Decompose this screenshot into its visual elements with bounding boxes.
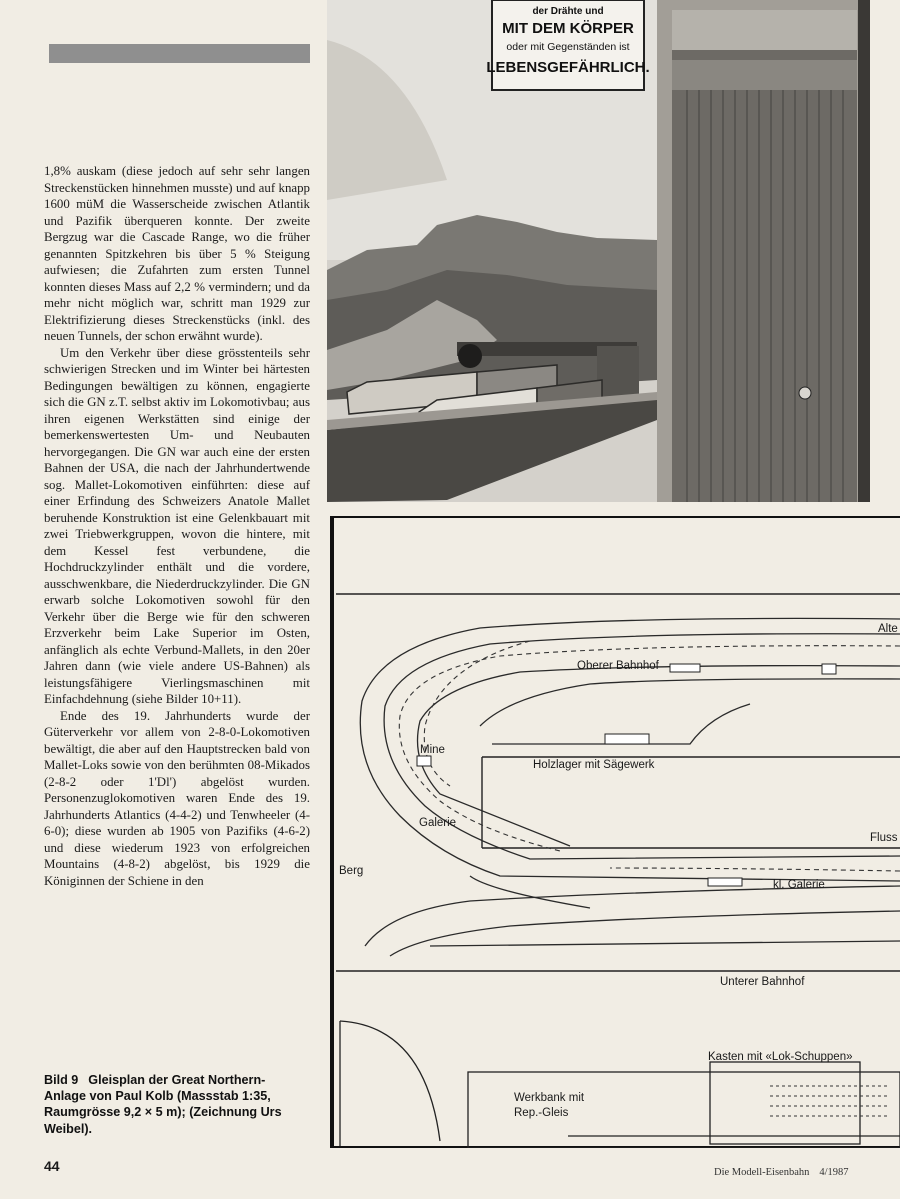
layout-photo: [327, 0, 870, 502]
footer-issue: 4/1987: [819, 1167, 849, 1178]
label-kasten: Kasten mit «Lok-Schuppen»: [708, 1051, 853, 1063]
caption-label: Bild 9: [44, 1073, 79, 1087]
label-unterer-bahnhof: Unterer Bahnhof: [720, 976, 805, 988]
sign-line-3: oder mit Gegenständen ist: [506, 41, 630, 53]
article-column: [44, 163, 310, 889]
sign-line-1: der Drähte und: [532, 6, 604, 17]
track-plan: [330, 516, 900, 1148]
caption-text: Gleisplan der Great Northern-Anlage von Paul Kolb (Massstab 1:35, Raumgrösse 9,2 × 5 m); (Zeichnung Urs Weibel).: [44, 1073, 282, 1136]
figure-caption: [44, 1072, 284, 1137]
page-number: 44: [44, 1158, 60, 1174]
sign-line-4: LEBENSGEFÄHRLICH.: [486, 59, 650, 76]
label-oberer-bahnhof: Oberer Bahnhof: [577, 660, 659, 672]
label-werkbank: Werkbank mit: [514, 1092, 585, 1104]
label-holzlager: Holzlager mit Sägewerk: [533, 759, 655, 771]
label-kl-galerie: kl. Galerie: [773, 879, 825, 891]
layout-photo-drawing: [327, 0, 870, 502]
section-bar: [49, 44, 310, 63]
label-galerie: Galerie: [419, 817, 457, 829]
article-paragraph-1: 1,8% auskam (diese jedoch auf sehr sehr langen Streckenstücken hinnehmen musste) und auf knapp 1600 müM die Wasserscheide zwischen Atlantik und Pazifik überqueren konnte. Der zweite Bergzug war die Cascade Range, wo die früher genannten Spitzkehren bis über 5 % Steigung aufwiesen; die Zufahrten zum ersten Tunnel konnten dieses Mass auf 2,2 % vermindern; und da mehr nicht möglich war, schritt man 1929 zur Elektrifizierung dieses Streckenstücks (inkl. des neuen Tunnels, der schon erwähnt wurde).: [44, 164, 310, 343]
label-berg: Berg: [339, 865, 364, 877]
article-paragraph-2: Um den Verkehr über diese grösstenteils sehr schwierigen Strecken und im Winter bei härtesten Bedingungen bewältigen zu können, engagierte sich die GN z.T. selbst aktiv im Lokomotivbau; aus ihren eigenen Werkstätten sind einige der bemerkenswertesten Um- und Neubauten hervorgegangen. Die GN war auch eine der ersten Bahnen der USA, die nach der Jahrhundertwende sog. Mallet-Lokomotiven einführten: diese auf einer Erfindung des Schweizers Anatole Mallet beruhende Konstruktion ist eine Gelenkbauart mit zwei Triebwerkgruppen, wovon die hintere, mit dem Kessel fest verbundene, die Hochdruckzylinder enthält und die vordere, ausschwenkbare, die Niederdruckzylinder. Die GN erwarb solche Lokomotiven sowohl für den Verkehr über die Berge wie für den schweren Erzverkehr beim Lake Superior im Osten, anfänglich als echte Verbund-Mallets, in den 20er Jahren dann (wie viele andere US-Bahnen) als leistungsfähigere Vierlingsmaschinen mit Einfachdehnung (siehe Bilder 10+11).: [44, 345, 310, 706]
footer-credit: [714, 1167, 849, 1178]
footer-magazine: Die Modell-Eisenbahn: [714, 1167, 810, 1178]
article-paragraph-3: Ende des 19. Jahrhunderts wurde der Güterverkehr vor allem von 2-8-0-Lokomotiven bewältigt, die aber auf den Hauptstrecken bald von Mallet-Loks sowie von den berühmten 08-Mikados (2-8-2 oder 1'Dl') abgelöst wurden. Personenzuglokomotiven waren Ende des 19. Jahrhunderts Atlantics (4-4-2) und Tenwheeler (4-6-0); diese wurden ab 1905 von Pazifiks (4-6-2) und diese wiederum 1923 von erfolgreichen Mountains (4-8-2) abgelöst, bis 1929 die Königinnen der Schiene in den: [44, 708, 310, 888]
sign-line-2: MIT DEM KÖRPER: [502, 20, 634, 37]
label-mine: Mine: [420, 744, 445, 756]
label-alte: Alte: [878, 623, 898, 635]
track-plan-drawing: [330, 516, 900, 1148]
label-fluss: Fluss: [870, 832, 898, 844]
label-rep-gleis: Rep.-Gleis: [514, 1107, 569, 1119]
